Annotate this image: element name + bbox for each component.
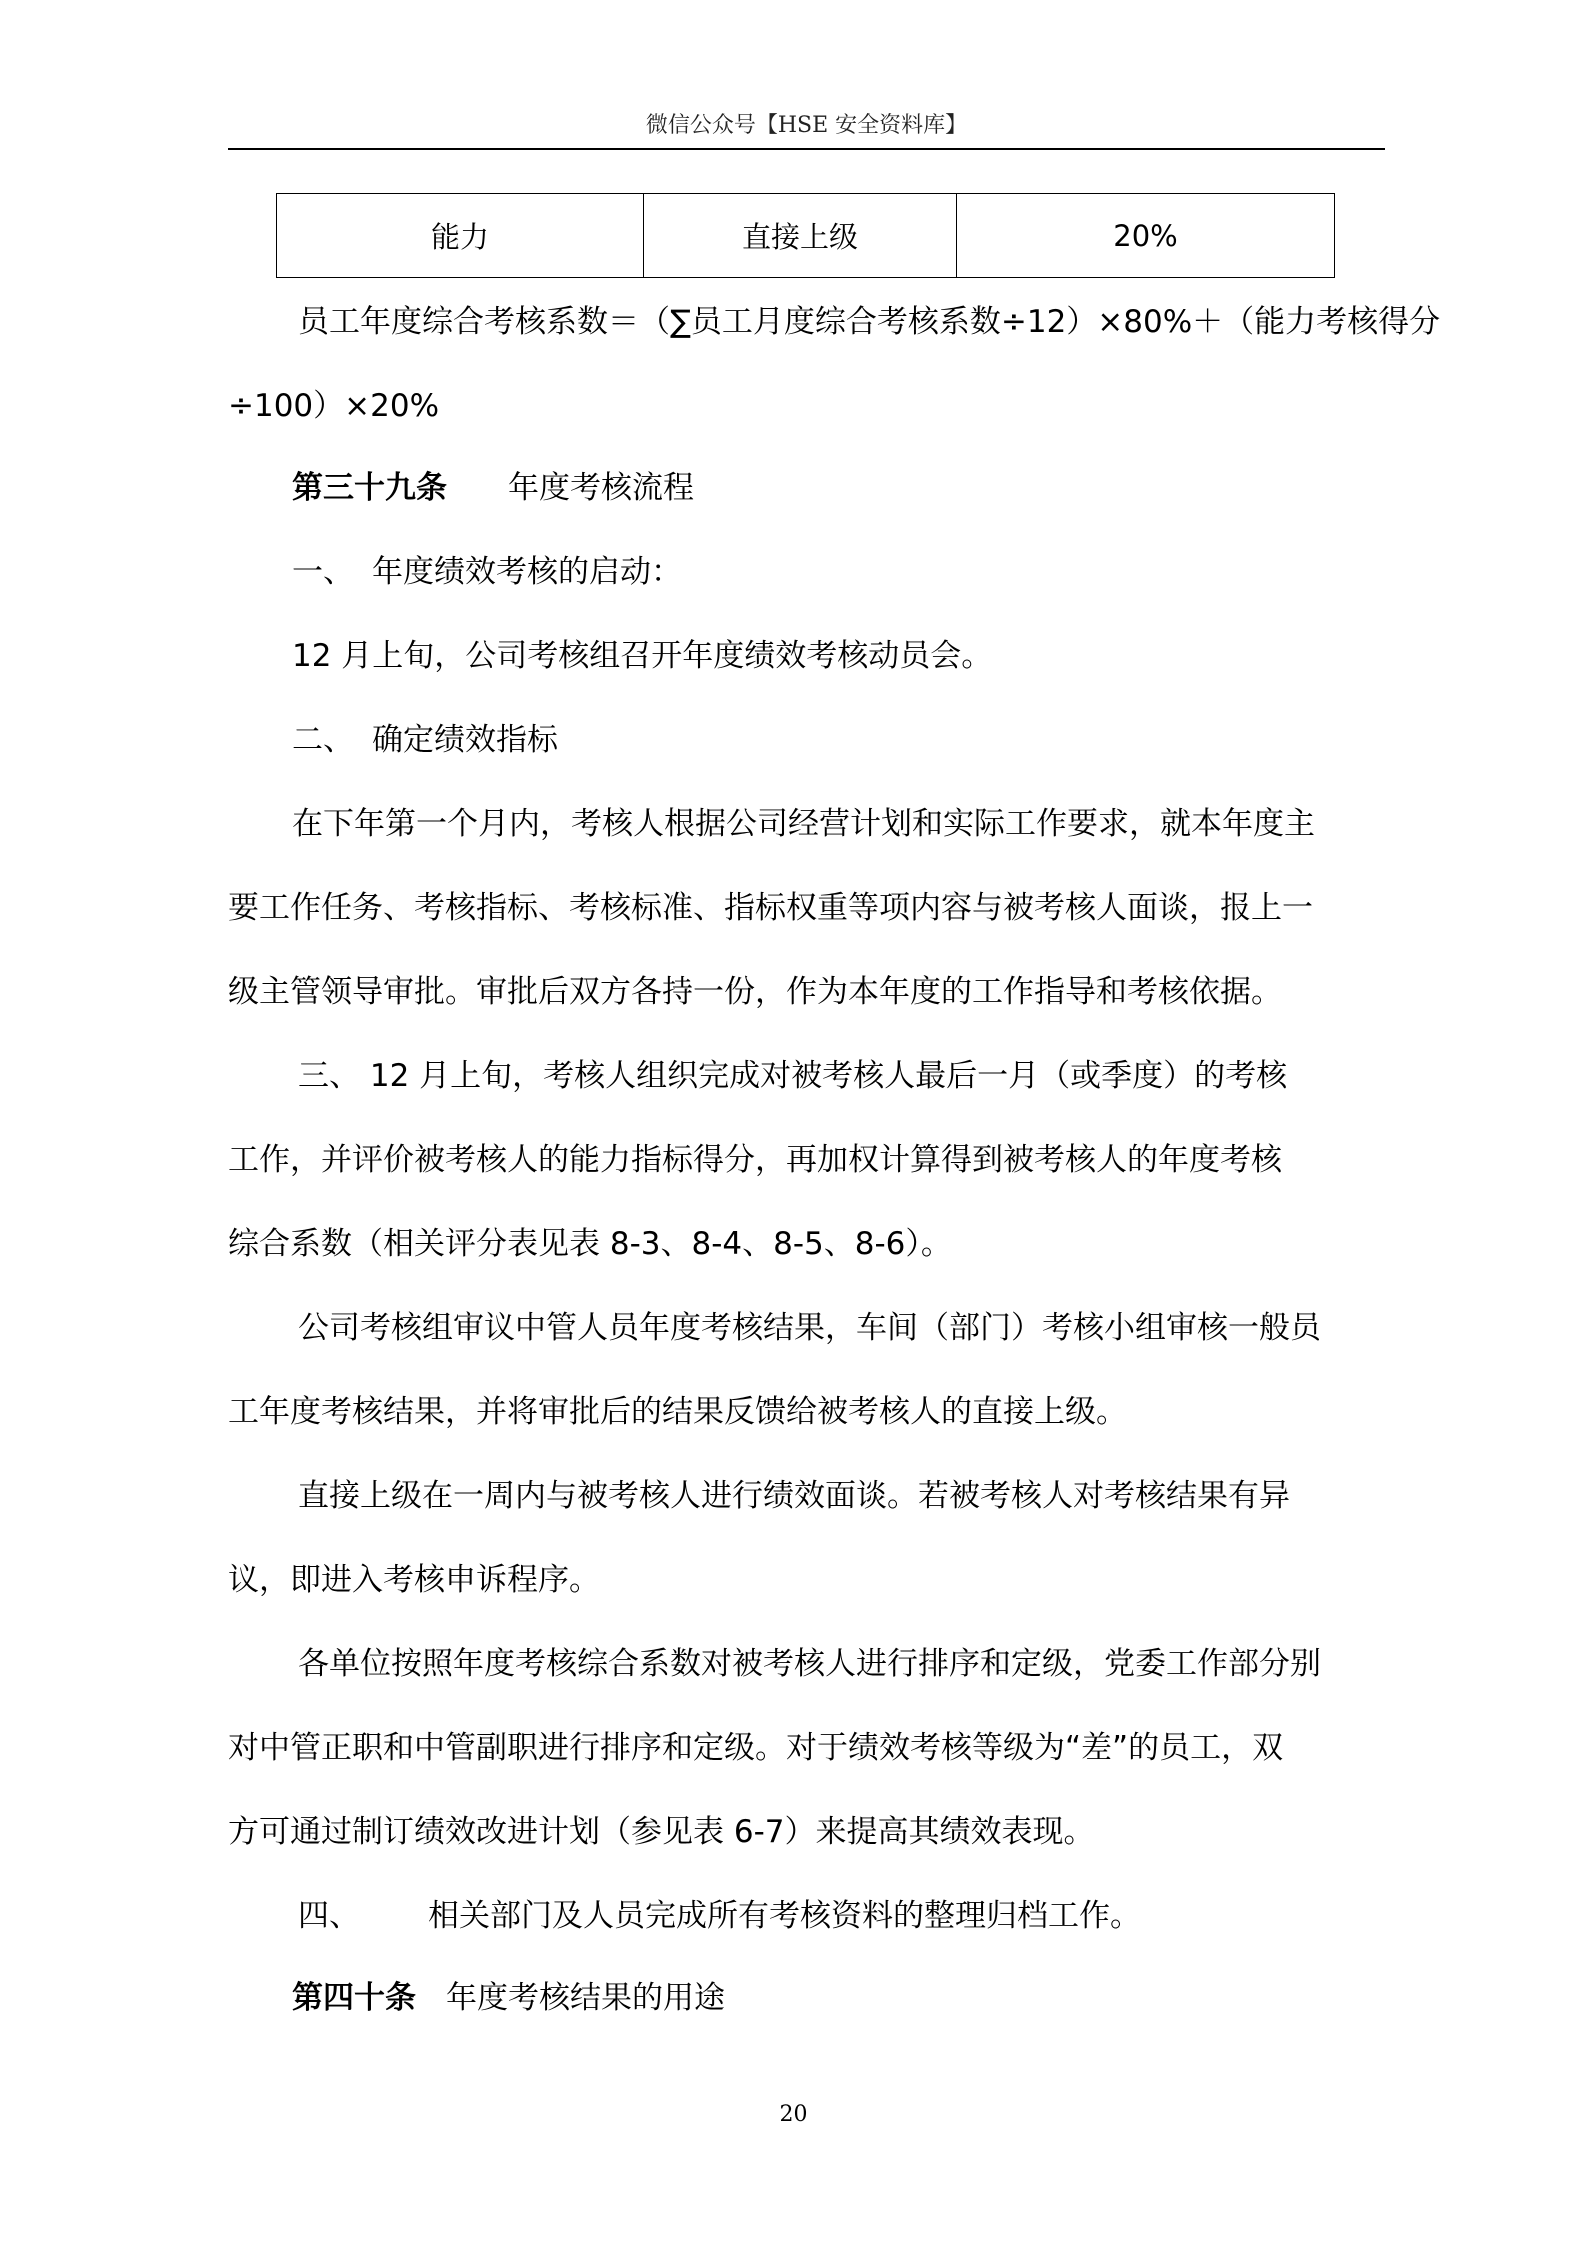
section-2-title: 确定绩效指标 <box>372 722 558 758</box>
score-weight-table <box>276 193 1335 278</box>
formula-line-2: ÷100）×20% <box>228 388 440 424</box>
table-row <box>277 194 1335 278</box>
section-1-title: 年度绩效考核的启动： <box>372 554 682 590</box>
section-3-body-line-1: 三、 12 月上旬，考核人组织完成对被考核人最后一月（或季度）的考核 <box>298 1058 1288 1094</box>
section-3-body-line-2: 工作，并评价被考核人的能力指标得分，再加权计算得到被考核人的年度考核 <box>228 1142 1282 1178</box>
article-40-label: 第四十条 <box>292 1980 416 2016</box>
section-3-body-line-3: 综合系数（相关评分表见表 8-3、8-4、8-5、8-6）。 <box>228 1226 952 1262</box>
paragraph-ranking-line-3: 方可通过制订绩效改进计划（参见表 6-7）来提高其绩效表现。 <box>228 1814 1095 1850</box>
header-rule <box>228 148 1385 150</box>
article-40-title: 年度考核结果的用途 <box>446 1980 725 2016</box>
section-2-body-line-3: 级主管领导审批。审批后双方各持一份，作为本年度的工作指导和考核依据。 <box>228 974 1282 1010</box>
table-cell-weight: 20% <box>957 194 1335 278</box>
paragraph-ranking-line-1: 各单位按照年度考核综合系数对被考核人进行排序和定级，党委工作部分别 <box>298 1646 1321 1682</box>
section-4-number: 四、 <box>298 1898 360 1934</box>
section-2-number: 二、 <box>292 722 354 758</box>
table-cell-item: 能力 <box>277 194 644 278</box>
article-39-title: 年度考核流程 <box>508 470 694 506</box>
paragraph-review-line-1: 公司考核组审议中管人员年度考核结果，车间（部门）考核小组审核一般员 <box>298 1310 1321 1346</box>
paragraph-review-line-2: 工年度考核结果，并将审批后的结果反馈给被考核人的直接上级。 <box>228 1394 1127 1430</box>
section-1-number: 一、 <box>292 554 354 590</box>
paragraph-ranking-line-2: 对中管正职和中管副职进行排序和定级。对于绩效考核等级为“差”的员工，双 <box>228 1730 1284 1766</box>
section-1-body: 12 月上旬，公司考核组召开年度绩效考核动员会。 <box>292 638 993 674</box>
article-39-label: 第三十九条 <box>292 470 447 506</box>
table-cell-evaluator: 直接上级 <box>644 194 957 278</box>
formula-line-1: 员工年度综合考核系数＝（∑员工月度综合考核系数÷12）×80%＋（能力考核得分 <box>298 304 1441 340</box>
page-number: 20 <box>779 2102 808 2127</box>
section-4-body: 相关部门及人员完成所有考核资料的整理归档工作。 <box>428 1898 1141 1934</box>
paragraph-interview-line-2: 议，即进入考核申诉程序。 <box>228 1562 600 1598</box>
section-2-body-line-1: 在下年第一个月内，考核人根据公司经营计划和实际工作要求，就本年度主 <box>292 806 1315 842</box>
page-header: 微信公众号【HSE 安全资料库】 <box>645 113 968 138</box>
section-2-body-line-2: 要工作任务、考核指标、考核标准、指标权重等项内容与被考核人面谈，报上一 <box>228 890 1313 926</box>
paragraph-interview-line-1: 直接上级在一周内与被考核人进行绩效面谈。若被考核人对考核结果有异 <box>298 1478 1290 1514</box>
